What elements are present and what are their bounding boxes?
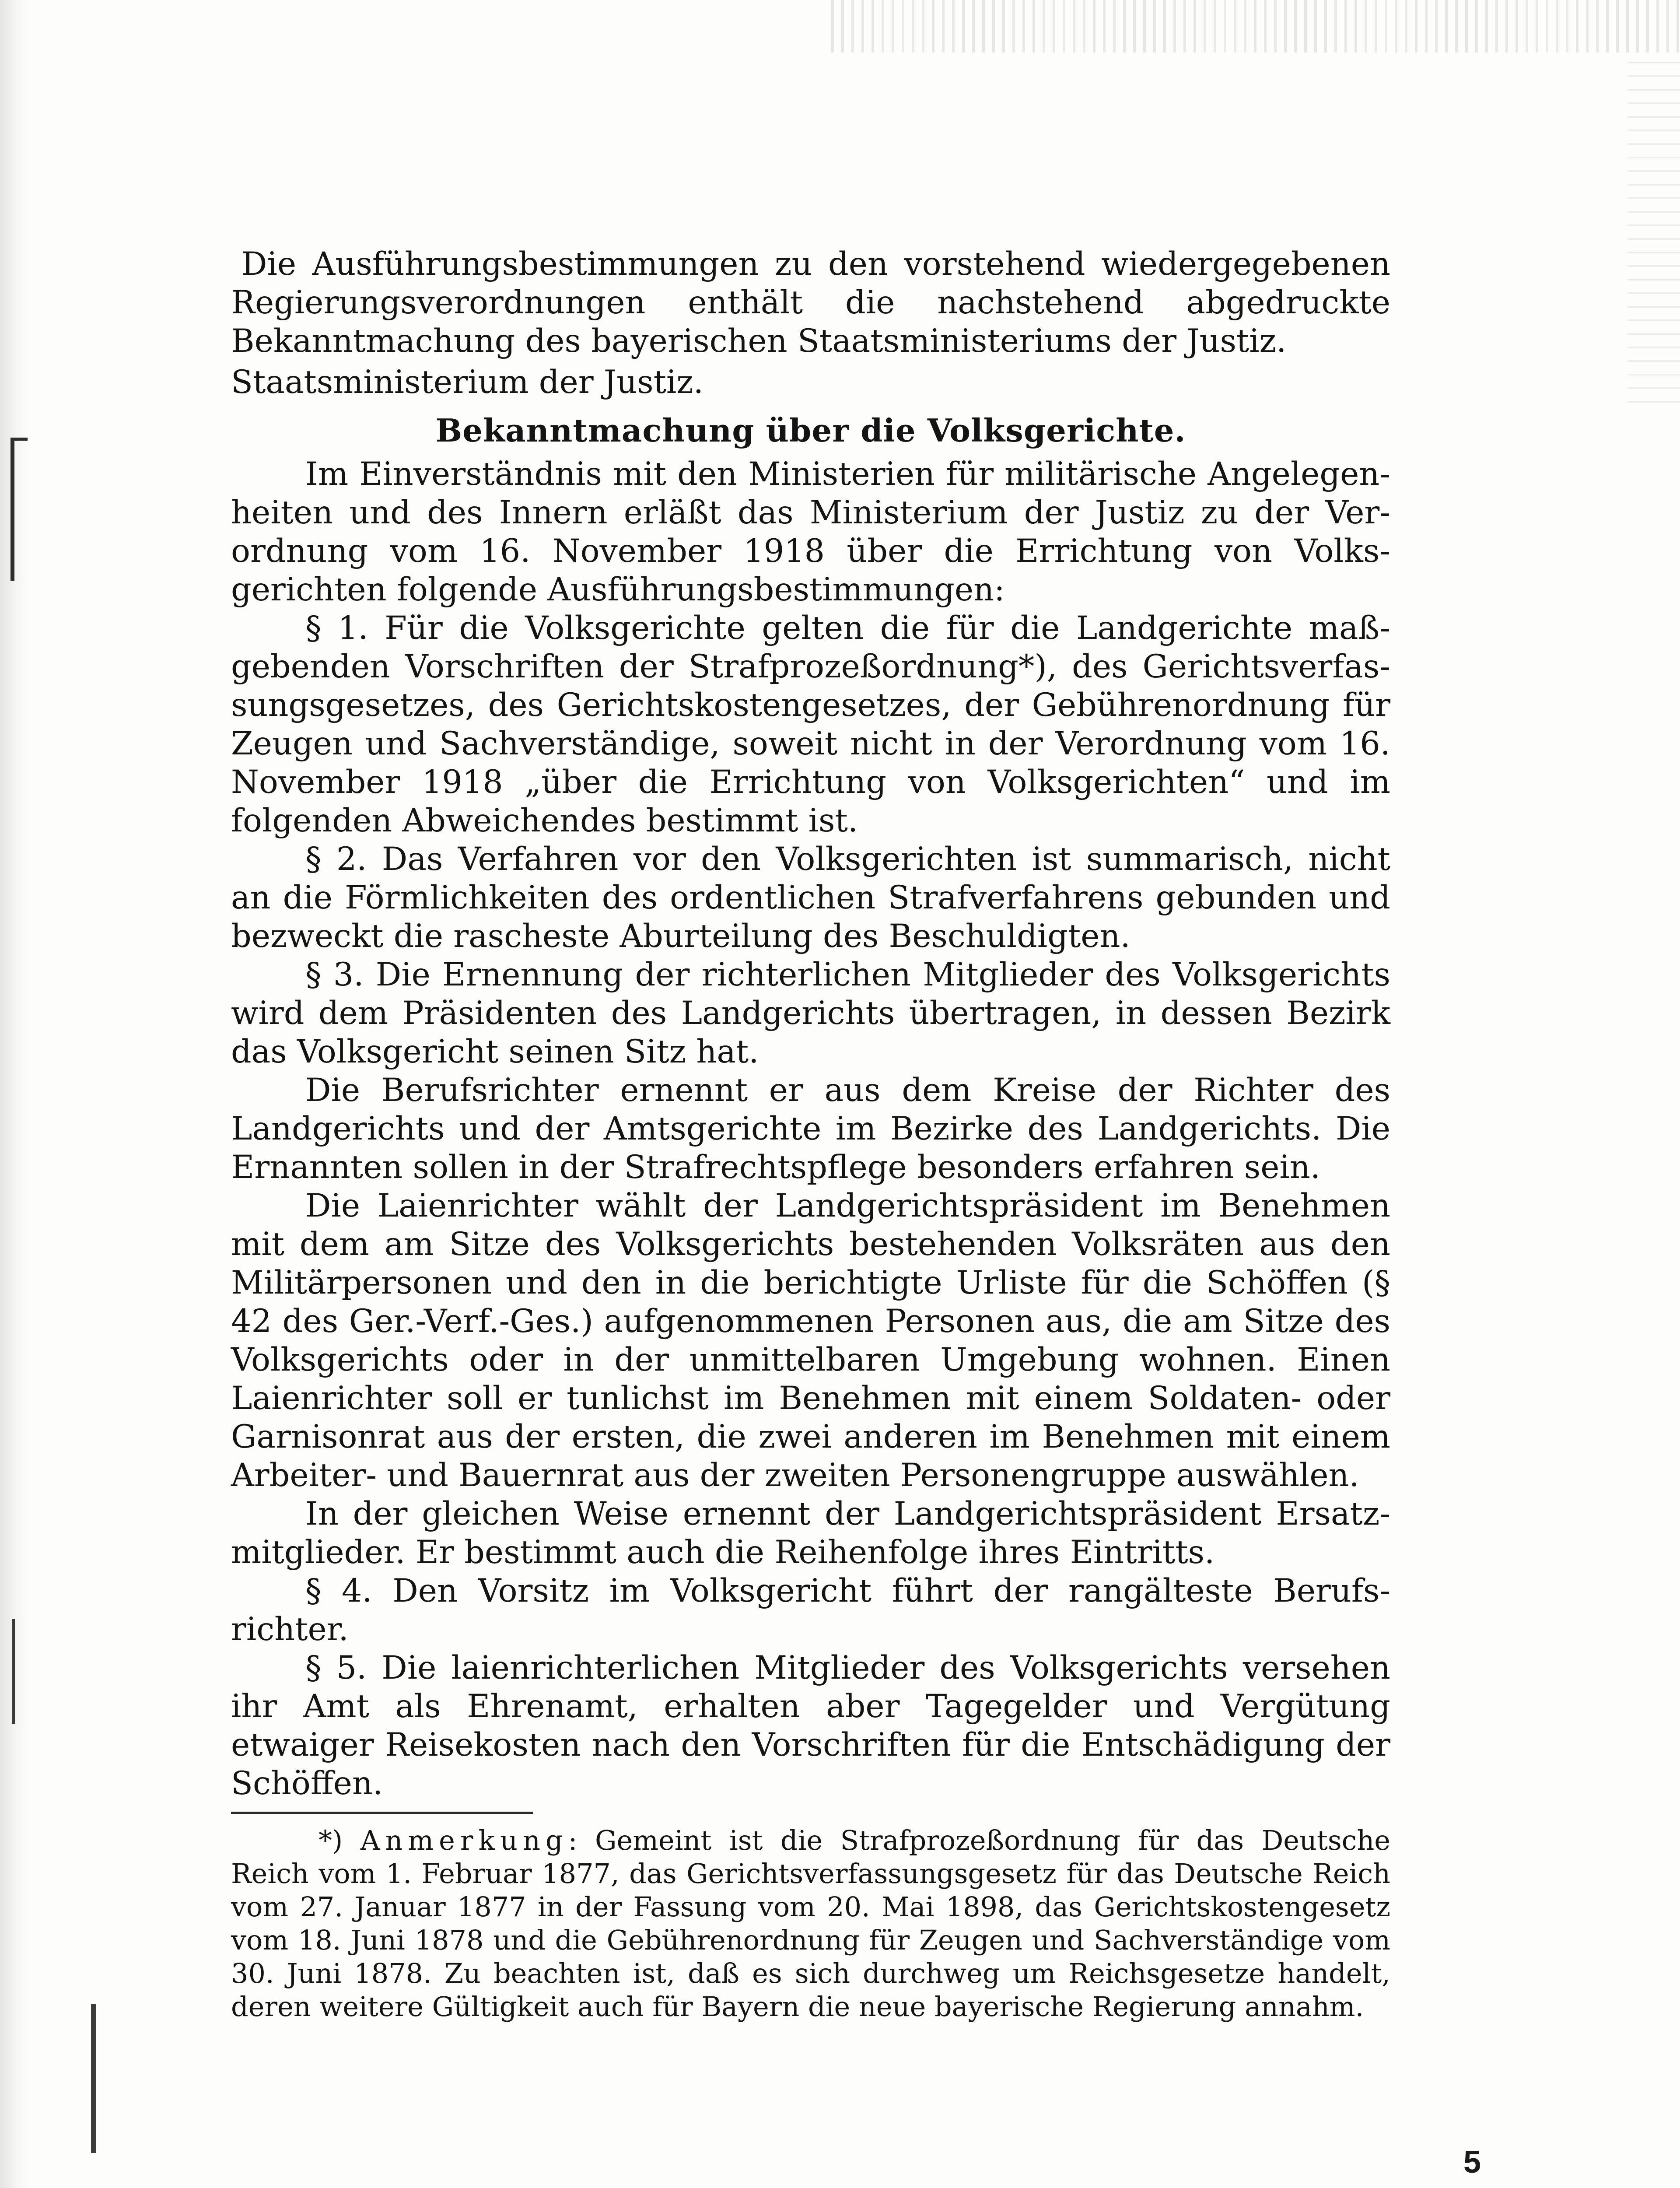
section-2-paragraph: § 2. Das Verfahren vor den Volksgerichten ist summarisch, nicht an die Förmlichkeiten des ordentlichen Strafverfahrens gebunden und bezweckt die rascheste Aburteilung des Beschuldigten. [231, 841, 1390, 955]
section-5-paragraph: § 5. Die laienrichterlichen Mitglieder des Volksgerichts versehen ihr Amt als Ehrenamt, erhalten aber Tagegelder und Vergütung etwaiger Reisekosten nach den Vorschriften für die Entschädigung der Schöffen. [231, 1649, 1390, 1802]
footnote-separator [231, 1812, 533, 1814]
margin-mark [12, 1619, 19, 1724]
document-body [231, 245, 1390, 2023]
footnote-marker: *) [318, 1824, 360, 1856]
margin-mark [10, 438, 28, 581]
section-3-paragraph: § 3. Die Ernennung der richterlichen Mitglieder des Volksgerichts wird dem Präsidenten des Landgerichts übertragen, in dessen Bezirk das Volksgericht seinen Sitz hat. [231, 956, 1390, 1070]
ministry-line: Staatsministerium der Justiz. [231, 364, 704, 401]
section-1-paragraph: § 1. Für die Volksgerichte gelten die für die Landgerichte maßgebenden Vorschriften der Strafprozeßordnung*), des Gerichtsverfassungsgesetzes, des Gerichtskostengesetzes, der Gebührenordnung für Zeugen und Sachverständige, soweit nicht in der Verordnung vom 16. November 1918 „über die Errichtung von Volksgerichten“ und im folgenden Abweichendes bestimmt ist. [231, 610, 1390, 839]
section-3-lay-judges: Die Laienrichter wählt der Landgerichtspräsident im Benehmen mit dem am Sitze des Volksgerichts bestehenden Volksräten aus den Militärpersonen und den in die berichtigte Urliste für die Schöffen (§ 42 des Ger.-Verf.-Ges.) aufgenommenen Personen aus, die am Sitze des Volksgerichts oder in der unmittelbaren Umgebung wohnen. Einen Laienrichter soll er tunlichst im Benehmen mit einem Soldaten- oder Garnisonrat aus der ersten, die zwei anderen im Benehmen mit einem Arbeiter- und Bauernrat aus der zweiten Personengruppe auswählen. [231, 1187, 1390, 1494]
document-heading: Bekanntmachung über die Volksgerichte. [435, 412, 1186, 449]
scan-edge-shadow [0, 0, 31, 2188]
scan-noise-top [831, 0, 1680, 53]
scan-noise-right [1628, 53, 1680, 403]
section-3-professional-judges: Die Berufsrichter ernennt er aus dem Kreise der Richter des Landgerichts und der Amtsgerichte im Bezirke des Landgerichts. Die Ernannten sollen in der Strafrechtspflege besonders erfahren sein. [231, 1072, 1390, 1186]
page-number: 5 [1463, 2145, 1481, 2180]
section-4-paragraph: § 4. Den Vorsitz im Volksgericht führt der rangälteste Berufsrichter. [231, 1572, 1390, 1648]
footnote-text: : Gemeint ist die Strafprozeßordnung für das Deutsche Reich vom 1. Februar 1877, das Gerichtsverfassungsgesetz für das Deutsche Reich vom 27. Januar 1877 in der Fassung vom 20. Mai 1898, das Gerichtskostengesetz vom 18. Juni 1878 und die Gebührenordnung für Zeugen und Sachverständige vom 30. Juni 1878. Zu beachten ist, daß es sich durchweg um Reichsgesetze handelt, deren weitere Gültigkeit auch für Bayern die neue bayerische Regierung annahm. [231, 1824, 1390, 2023]
intro-paragraph: Die Ausführungsbestimmungen zu den vorstehend wiedergegebenen Regierungsverordnungen enthält die nachstehend abgedruckte Bekanntmachung des bayerischen Staatsministeriums der Justiz. [231, 245, 1390, 360]
margin-mark [91, 2004, 101, 2153]
section-3-substitutes: In der gleichen Weise ernennt der Landgerichtspräsident Ersatzmitglieder. Er bestimmt auch die Reihenfolge ihres Eintritts. [231, 1495, 1390, 1571]
footnote [231, 1824, 1390, 2023]
preamble-paragraph: Im Einverständnis mit den Ministerien für militärische Angelegenheiten und des Innern erläßt das Ministerium der Justiz zu der Verordnung vom 16. November 1918 über die Errichtung von Volksgerichten folgende Ausführungsbestimmungen: [231, 456, 1390, 608]
footnote-label: Anmerkung [360, 1824, 568, 1856]
